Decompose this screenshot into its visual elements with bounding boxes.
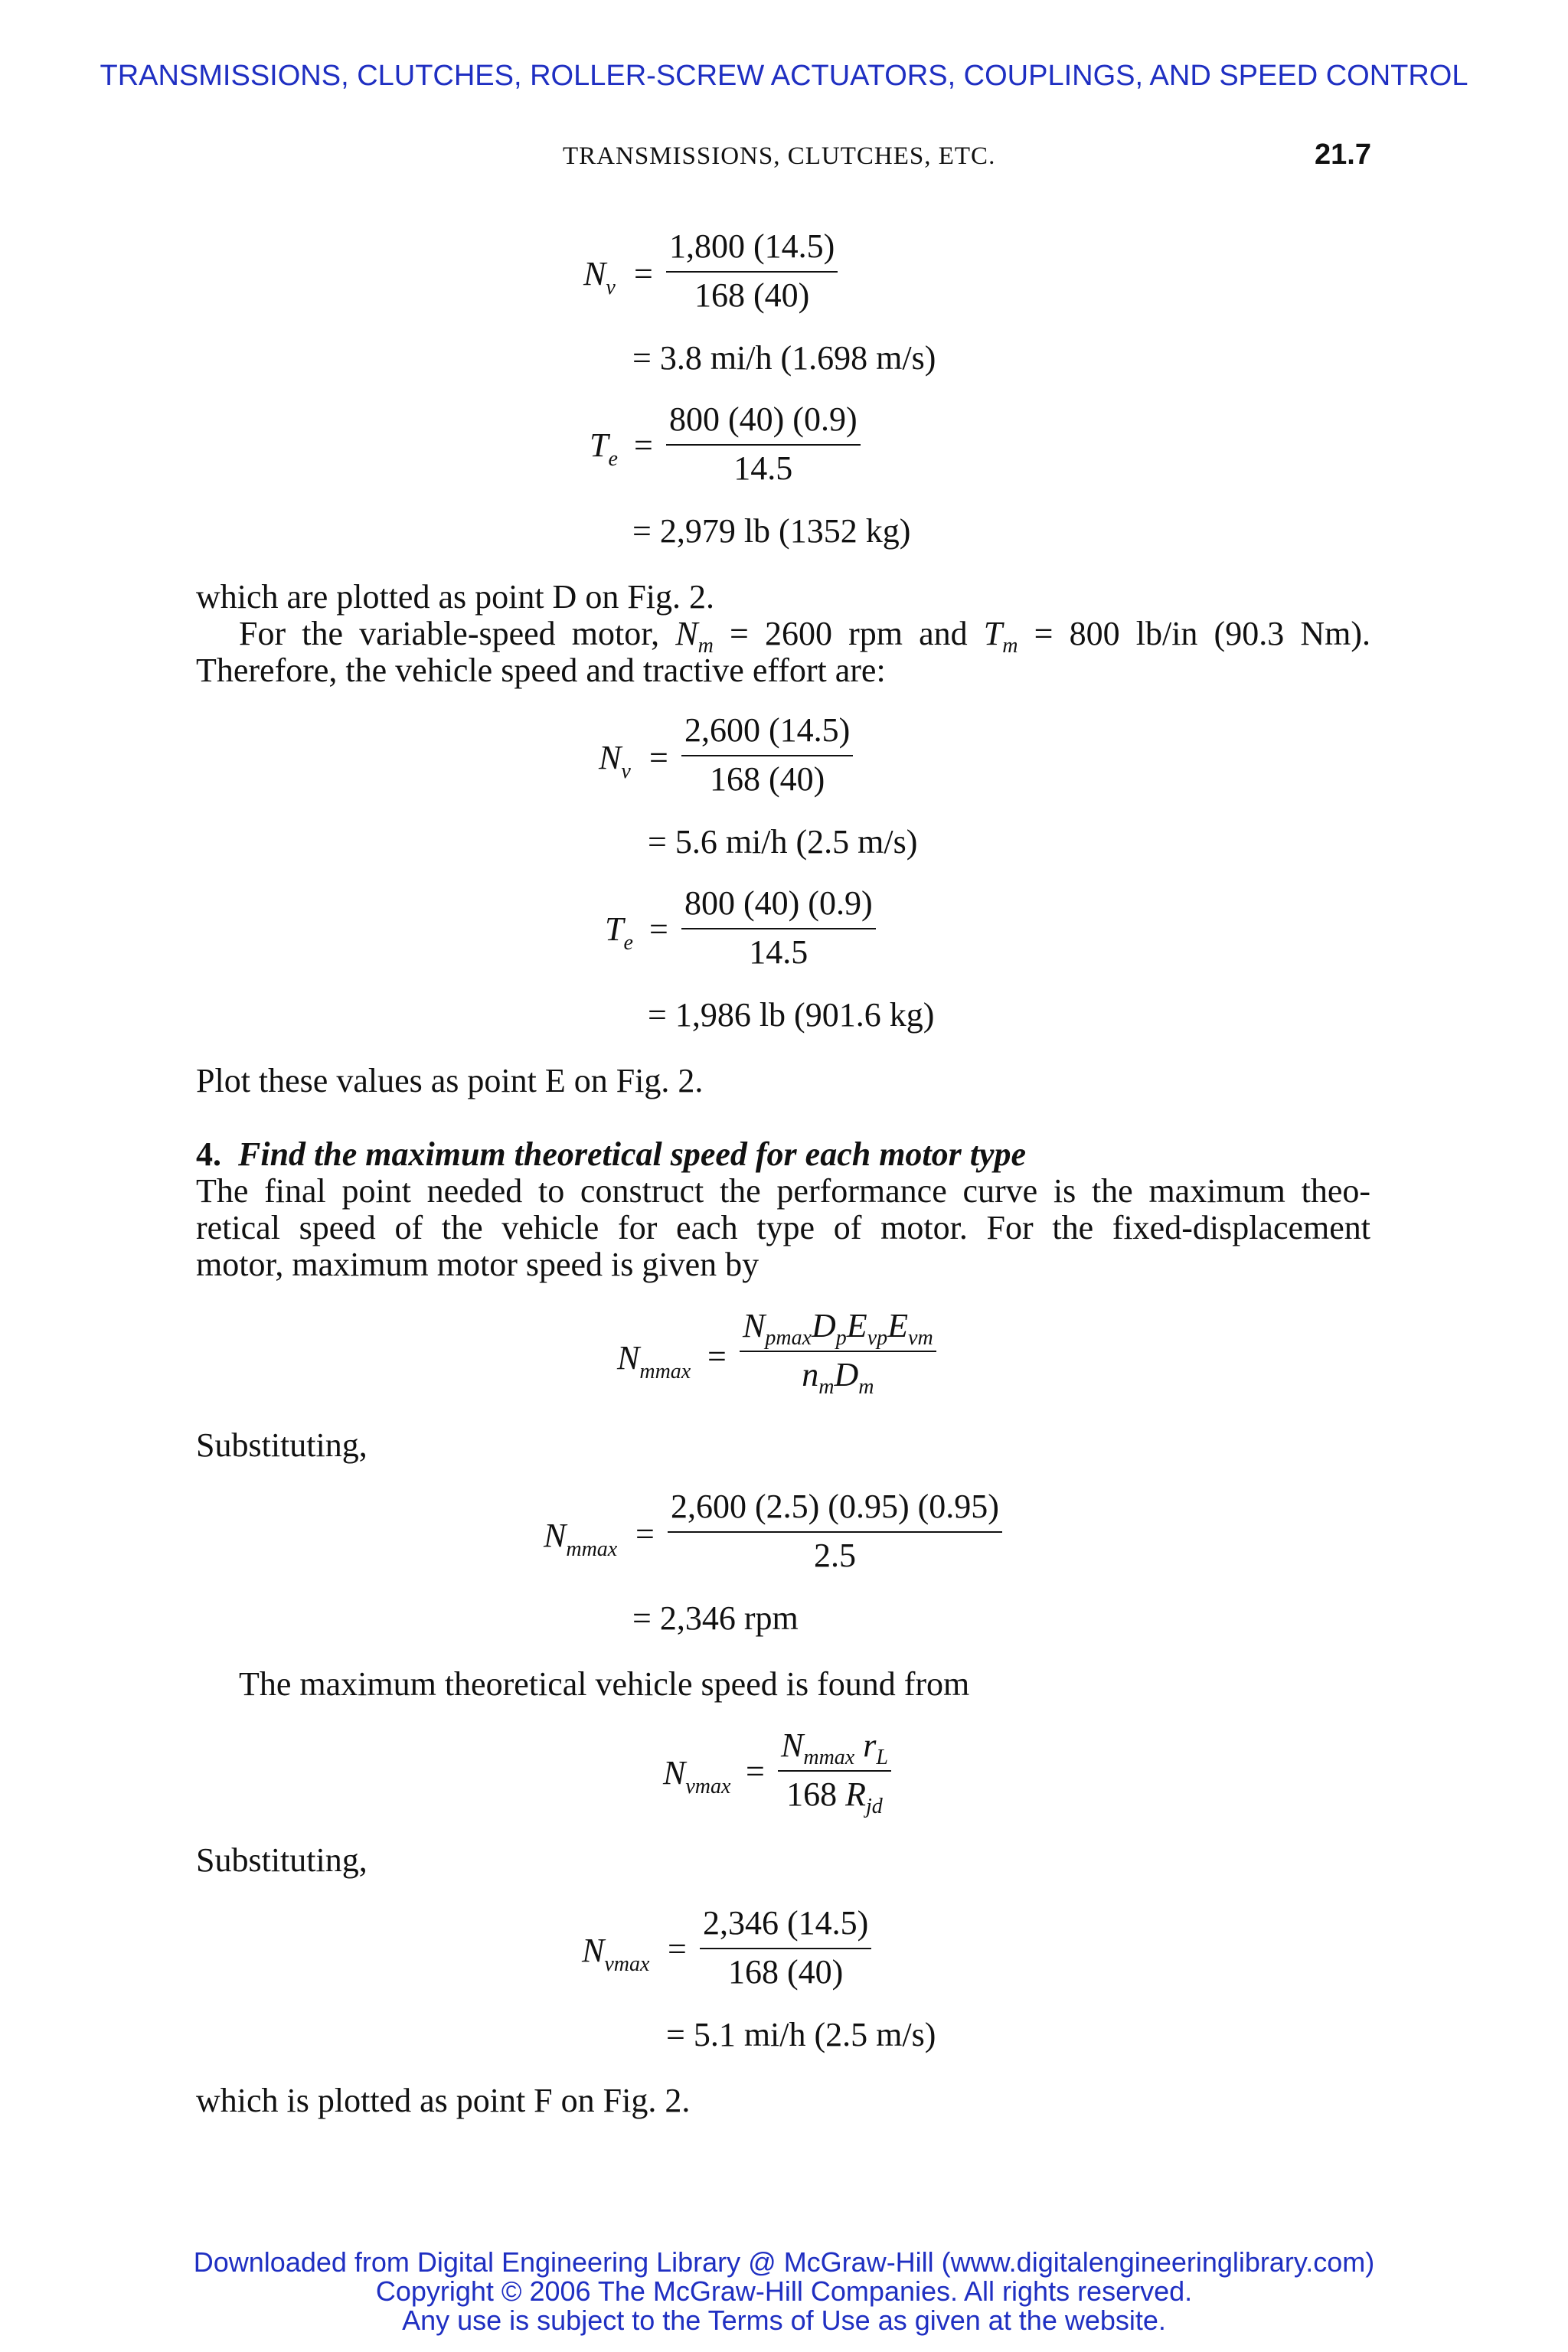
- eq1-equals: =: [634, 255, 653, 292]
- eq7-numerator: $N_{mmax}$ $r_L$: [778, 1726, 891, 1772]
- eq4-equals: =: [649, 910, 668, 948]
- eq5-denominator: $n_mD_m$: [802, 1356, 874, 1399]
- eq3-numerator: 2,600 (14.5): [681, 710, 853, 756]
- eq3-denominator: 168 (40): [710, 760, 825, 798]
- para-point-e: Plot these values as point E on Fig. 2.: [196, 1062, 704, 1099]
- book-banner: TRANSMISSIONS, CLUTCHES, ROLLER-SCREW ACTUATORS, COUPLINGS, AND SPEED CONTROL: [100, 60, 1468, 92]
- eq4-denominator: 14.5: [749, 933, 808, 971]
- eq1-denominator: 168 (40): [694, 276, 810, 314]
- step4-title: Find the maximum theoretical speed for each motor type: [238, 1135, 1027, 1173]
- eq5-equals: =: [707, 1338, 727, 1375]
- eq8-result: = 5.1 mi/h (2.5 m/s): [666, 2016, 936, 2053]
- eq2-result: = 2,979 lb (1352 kg): [632, 512, 911, 550]
- eq6-fraction: [668, 1487, 1002, 1576]
- page-number: 21.7: [1315, 139, 1371, 171]
- eq8-lhs: $N_{vmax}$: [582, 1932, 650, 1976]
- eq4-fraction: [681, 884, 876, 972]
- eq2-equals: =: [634, 426, 653, 464]
- eq7-fraction: [778, 1726, 891, 1818]
- eq6-lhs: $N_{mmax}$: [544, 1517, 618, 1561]
- substituting-label-2: Substituting,: [196, 1841, 368, 1879]
- para-final-point-line2: retical speed of the vehicle for each type of motor. For the fixed-displacement: [196, 1209, 1370, 1246]
- eq3-fraction: [681, 710, 853, 799]
- running-head: TRANSMISSIONS, CLUTCHES, ETC.: [563, 142, 996, 170]
- eq5-lhs: $N_{mmax}$: [617, 1339, 691, 1383]
- eq3-result: = 5.6 mi/h (2.5 m/s): [648, 823, 918, 861]
- para-point-f: which is plotted as point F on Fig. 2.: [196, 2082, 691, 2119]
- eq7-lhs: $N_{vmax}$: [663, 1754, 731, 1798]
- eq6-numerator: 2,600 (2.5) (0.95) (0.95): [668, 1487, 1002, 1533]
- eq7-equals: =: [746, 1753, 765, 1790]
- eq2-denominator: 14.5: [733, 449, 793, 487]
- eq7-denominator: 168 $R_{jd}$: [786, 1775, 883, 1818]
- eq5-numerator: $N_{pmax}D_pE_{vp}E_{vm}$: [740, 1306, 936, 1352]
- eq8-equals: =: [668, 1930, 687, 1968]
- para-variable-speed-line2: Therefore, the vehicle speed and tractive effort are:: [196, 652, 886, 689]
- para-final-point-line3: motor, maximum motor speed is given by: [196, 1246, 760, 1283]
- eq1-numerator: 1,800 (14.5): [666, 227, 838, 273]
- eq3-lhs: $N_v$: [599, 739, 631, 783]
- eq4-numerator: 800 (40) (0.9): [681, 884, 876, 929]
- eq2-fraction: [666, 400, 861, 488]
- step4-number: 4.: [196, 1135, 221, 1173]
- footer-terms-line: Any use is subject to the Terms of Use as given at the website.: [402, 2305, 1166, 2336]
- eq8-numerator: 2,346 (14.5): [700, 1903, 871, 1949]
- substituting-label-1: Substituting,: [196, 1426, 368, 1464]
- eq6-equals: =: [635, 1515, 655, 1553]
- eq1-fraction: [666, 227, 838, 315]
- para-final-point-line1: The final point needed to construct the performance curve is the maximum theo-: [196, 1172, 1370, 1210]
- footer-copyright-line: Copyright © 2006 The McGraw-Hill Companies. All rights reserved.: [375, 2275, 1193, 2307]
- eq8-fraction: [700, 1903, 871, 1992]
- eq5-fraction: [740, 1306, 936, 1399]
- footer-download-line: Downloaded from Digital Engineering Library @ McGraw-Hill (www.digitalengineeringlibrary.com): [193, 2246, 1375, 2278]
- para-variable-speed-line1: For the variable-speed motor, $N_m = 2600$ rpm and $T_m = 800$ lb/in (90.3 Nm).: [239, 615, 1370, 658]
- eq4-result: = 1,986 lb (901.6 kg): [648, 996, 935, 1034]
- para-max-vehicle-speed: The maximum theoretical vehicle speed is found from: [239, 1665, 970, 1703]
- eq3-equals: =: [649, 739, 668, 776]
- eq6-result: = 2,346 rpm: [632, 1599, 799, 1637]
- eq1-result: = 3.8 mi/h (1.698 m/s): [632, 339, 936, 377]
- eq2-numerator: 800 (40) (0.9): [666, 400, 861, 446]
- eq6-denominator: 2.5: [813, 1537, 856, 1574]
- eq4-lhs: $T_e$: [605, 910, 633, 955]
- para-point-d: which are plotted as point D on Fig. 2.: [196, 578, 715, 616]
- step4-heading: [196, 1136, 1026, 1173]
- eq8-denominator: 168 (40): [728, 1953, 844, 1991]
- eq2-lhs: $T_e$: [590, 426, 618, 471]
- eq1-lhs: $N_v$: [583, 255, 616, 299]
